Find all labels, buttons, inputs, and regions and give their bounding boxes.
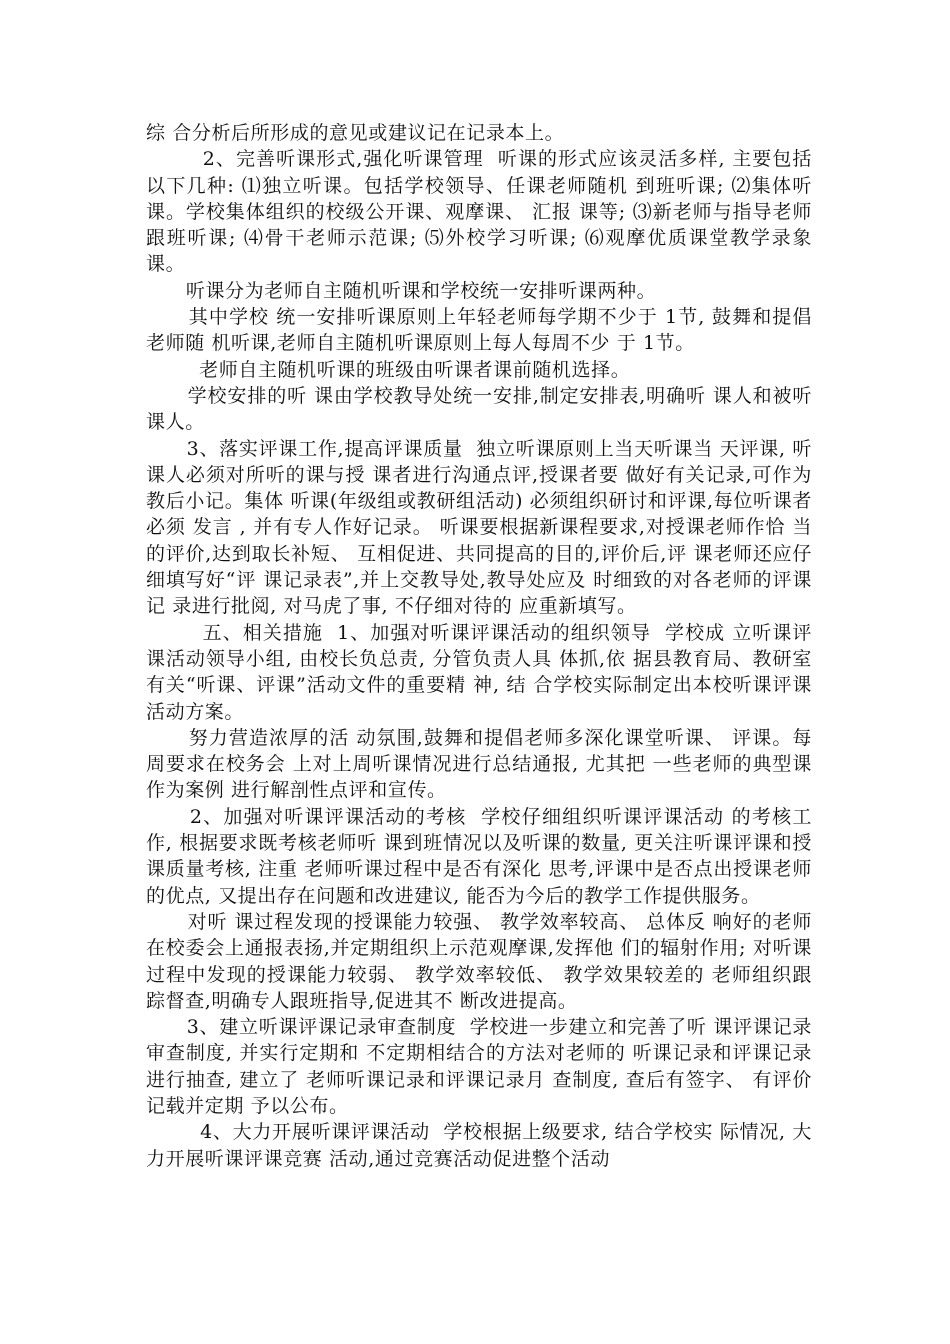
document-body [146, 120, 812, 1172]
paragraph-1: 综 合分析后所形成的意见或建议记在记录本上。 [146, 122, 565, 144]
paragraph-7: 3、落实评课工作,提高评课质量 独立听课原则上当天听课当 天评课, 听课人必须对所听的课与授 课者进行沟通点评,授课者要 做好有关记录,可作为教后小记。集体 听课(年级组或教研组活动) 必须组织研讨和评课,每位听课者必须 发言 , 并有专人作好记录。 听课要根据新课程要求,对授课老师作恰 当的评价,达到取长补短、 互相促进、共同提高的目的,评价后,评 课老师还应仔细填写好“评 课记录表”,并上交教导处,教导处应及 时细致的对各老师的评课记 录进行批阅, 对马虎了事, 不仔细对待的 应重新填写。 [146, 437, 812, 618]
paragraph-3: 听课分为老师自主随机听课和学校统一安排听课两种。 [146, 279, 657, 302]
paragraph-11: 对听 课过程发现的授课能力较强、 教学效率较高、 总体反 响好的老师在校委会上通报表扬,并定期组织上示范观摩课,发挥他 们的辐射作用; 对听课过程中发现的授课能力较弱、 教学效率较低、 教学效果较差的 老师组织跟踪督查,明确专人跟班指导,促进其不 断改进提高。 [146, 910, 812, 1012]
paragraph-4: 其中学校 统一安排听课原则上年轻老师每学期不少于 1节, 鼓舞和提倡老师随 机听课,老师自主随机听课原则上每人每周不少 于 1节。 [146, 306, 812, 355]
paragraph-5: 老师自主随机听课的班级由听课者课前随机选择。 [146, 358, 631, 381]
paragraph-12: 3、建立听课评课记录审查制度 学校进一步建立和完善了听 课评课记录审查制度, 并实行定期和 不定期相结合的方法对老师的 听课记录和评课记录进行抽查, 建立了 老师听课记录和评课记录月 查制度, 查后有签字、 有评价记载并定期 予以公布。 [146, 1016, 813, 1117]
paragraph-13: 4、大力开展听课评课活动 学校根据上级要求, 结合学校实 际情况, 大力开展听课评课竞赛 活动,通过竞赛活动促进整个活动 [146, 1121, 812, 1170]
paragraph-6: 学校安排的听 课由学校教导处统一安排,制定安排表,明确听 课人和被听课人。 [146, 384, 812, 434]
paragraph-10: 2、加强对听课评课活动的考核 学校仔细组织听课评课活动 的考核工作, 根据要求既考核老师听 课到班情况以及听课的数量, 更关注听课评课和授课质量考核, 注重 老师听课过程中是否有深化 思考,评课中是否点出授课老师的优点, 又提出存在问题和改进建议, 能否为今后的教学工作提供服务。 [146, 805, 812, 907]
paragraph-9: 努力营造浓厚的活 动氛围,鼓舞和提倡老师多深化课堂听课、 评课。每周要求在校务会 上对上周听课情况进行总结通报, 尤其把 一些老师的典型课作为案例 进行解剖性点评和宣传。 [146, 726, 812, 802]
paragraph-8: 五、相关措施 1、加强对听课评课活动的组织领导 学校成 立听课评课活动领导小组, 由校长负总责, 分管负责人具 体抓,依 据县教育局、教研室有关“听课、评课”活动文件的重要精 神, 结 合学校实际制定出本校听课评课活动方案。 [146, 621, 812, 723]
paragraph-2: 2、完善听课形式,强化听课管理 听课的形式应该灵活多样, 主要包括以下几种: ⑴独立听课。包括学校领导、任课老师随机 到班听课; ⑵集体听课。学校集体组织的校级公开课、观摩课、 汇报 课等; ⑶新老师与指导老师跟班听课; ⑷骨干老师示范课; ⑸外校学习听课; ⑹观摩优质课堂教学录象课。 [146, 148, 812, 276]
